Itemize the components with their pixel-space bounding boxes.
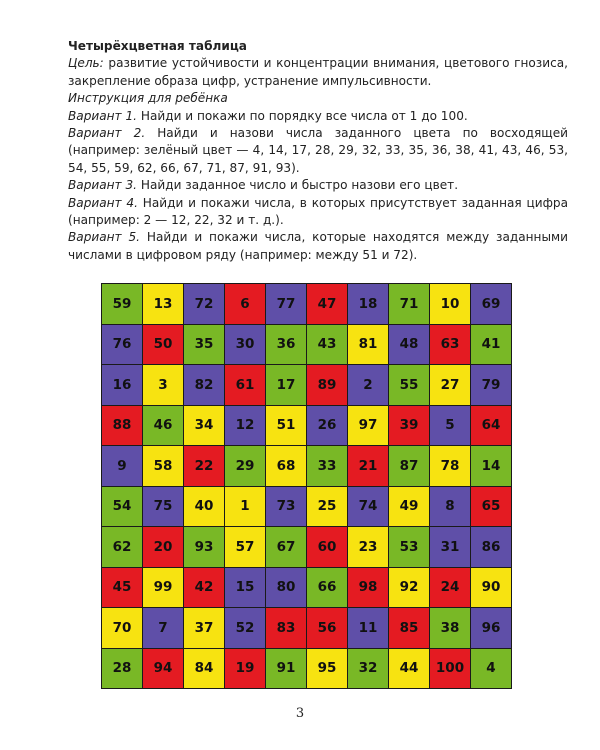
variant-text: Найди и покажи числа, которые находятся между заданными числами в цифровом ряду (например: между 51 и 72). [68,230,568,262]
table-cell: 72 [184,284,224,324]
goal-paragraph [68,55,568,90]
table-cell: 35 [184,325,224,365]
table-cell: 36 [266,325,306,365]
table-cell: 37 [184,608,224,648]
table-cell: 48 [389,325,429,365]
table-cell: 100 [430,649,470,689]
table-cell: 79 [471,365,511,405]
table-cell: 84 [184,649,224,689]
table-cell: 22 [184,446,224,486]
table-cell: 68 [266,446,306,486]
table-cell: 58 [143,446,183,486]
table-cell: 23 [348,527,388,567]
table-cell: 29 [225,446,265,486]
table-cell: 82 [184,365,224,405]
table-cell: 10 [430,284,470,324]
table-cell: 93 [184,527,224,567]
table-cell: 55 [389,365,429,405]
table-cell: 96 [471,608,511,648]
table-cell: 18 [348,284,388,324]
table-cell: 19 [225,649,265,689]
table-cell: 83 [266,608,306,648]
table-cell: 63 [430,325,470,365]
variant-2 [68,125,568,177]
table-cell: 76 [102,325,142,365]
table-cell: 30 [225,325,265,365]
table-cell: 14 [471,446,511,486]
table-cell: 67 [266,527,306,567]
variant-1 [68,108,568,125]
table-cell: 1 [225,487,265,527]
table-cell: 81 [348,325,388,365]
table-cell: 85 [389,608,429,648]
variant-4 [68,195,568,230]
table-cell: 25 [307,487,347,527]
table-cell: 99 [143,568,183,608]
table-cell: 39 [389,406,429,446]
table-cell: 45 [102,568,142,608]
table-cell: 40 [184,487,224,527]
variant-5 [68,229,568,264]
goal-text: развитие устойчивости и концентрации внимания, цветового гнозиса, закрепление образа цифр, устранение импульсивности. [68,56,568,88]
table-cell: 26 [307,406,347,446]
table-cell: 77 [266,284,306,324]
table-cell: 78 [430,446,470,486]
page-title: Четырёхцветная таблица [68,39,247,53]
variant-text: Найди и покажи числа, в которых присутствует заданная цифра (например: 2 — 12, 22, 32 и т. д.). [68,195,568,228]
table-cell: 95 [307,649,347,689]
table-cell: 20 [143,527,183,567]
table-cell: 59 [102,284,142,324]
table-cell: 24 [430,568,470,608]
table-cell: 94 [143,649,183,689]
page-number: 3 [295,706,305,721]
variant-text: Найди и назови числа заданного цвета по восходящей (например: зелёный цвет — 4, 14, 17, 28, 29, 32, 33, 35, 36, 38, 41, 43, 46, 53, 54, 55, 59, 62, 66, 67, 71, 87, 91, 93). [68,126,568,175]
table-cell: 2 [348,365,388,405]
goal-label: Цель: [68,56,104,71]
table-cell: 43 [307,325,347,365]
table-cell: 9 [102,446,142,486]
table-cell: 54 [102,487,142,527]
variant-label: Вариант 5. [68,230,141,245]
table-cell: 57 [225,527,265,567]
text-block [68,38,568,264]
table-cell: 74 [348,487,388,527]
table-cell: 69 [471,284,511,324]
table-cell: 31 [430,527,470,567]
table-cell: 97 [348,406,388,446]
table-cell: 80 [266,568,306,608]
table-cell: 51 [266,406,306,446]
table-cell: 44 [389,649,429,689]
table-cell: 50 [143,325,183,365]
table-cell: 52 [225,608,265,648]
table-cell: 6 [225,284,265,324]
table-cell: 49 [389,487,429,527]
variant-label: Вариант 1. [68,108,137,123]
table-cell: 12 [225,406,265,446]
table-cell: 66 [307,568,347,608]
table-cell: 5 [430,406,470,446]
table-cell: 41 [471,325,511,365]
table-cell: 17 [266,365,306,405]
table-cell: 13 [143,284,183,324]
table-cell: 61 [225,365,265,405]
table-cell: 21 [348,446,388,486]
variant-text: Найди и покажи по порядку все числа от 1 до 100. [137,108,468,123]
table-cell: 90 [471,568,511,608]
table-cell: 87 [389,446,429,486]
table-cell: 28 [102,649,142,689]
table-cell: 56 [307,608,347,648]
table-cell: 73 [266,487,306,527]
table-cell: 88 [102,406,142,446]
table-cell: 4 [471,649,511,689]
table-cell: 53 [389,527,429,567]
four-color-number-table [101,283,512,689]
table-cell: 3 [143,365,183,405]
table-cell: 71 [389,284,429,324]
table-cell: 60 [307,527,347,567]
table-cell: 98 [348,568,388,608]
variant-text: Найди заданное число и быстро назови его цвет. [137,178,459,193]
table-cell: 47 [307,284,347,324]
table-cell: 8 [430,487,470,527]
table-cell: 7 [143,608,183,648]
table-cell: 75 [143,487,183,527]
variant-label: Вариант 4. [68,195,138,210]
table-cell: 15 [225,568,265,608]
instruction-heading: Инструкция для ребёнка [68,91,228,106]
table-cell: 91 [266,649,306,689]
variant-label: Вариант 2. [68,126,146,141]
table-cell: 64 [471,406,511,446]
table-cell: 42 [184,568,224,608]
table-cell: 46 [143,406,183,446]
table-cell: 38 [430,608,470,648]
table-cell: 70 [102,608,142,648]
table-cell: 89 [307,365,347,405]
table-cell: 11 [348,608,388,648]
table-cell: 92 [389,568,429,608]
table-cell: 86 [471,527,511,567]
table-cell: 27 [430,365,470,405]
table-cell: 32 [348,649,388,689]
table-cell: 34 [184,406,224,446]
table-cell: 65 [471,487,511,527]
table-cell: 33 [307,446,347,486]
table-cell: 62 [102,527,142,567]
variant-label: Вариант 3. [68,178,137,193]
table-cell: 16 [102,365,142,405]
variant-3 [68,177,568,194]
